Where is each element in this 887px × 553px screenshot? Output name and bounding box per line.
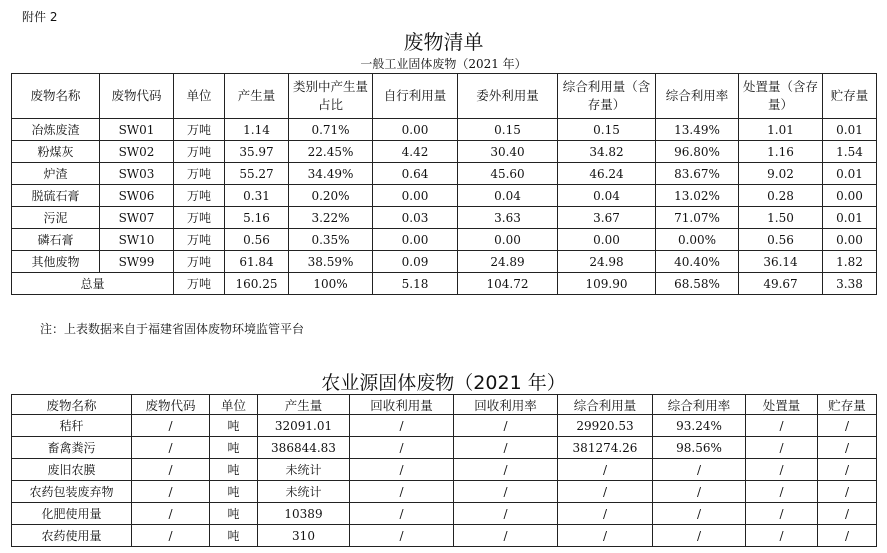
header-cell: 处置量（含存量） — [739, 74, 823, 119]
table-cell: 0.01 — [823, 207, 877, 229]
table-cell: 未统计 — [258, 481, 350, 503]
table-cell: / — [350, 481, 454, 503]
header-cell: 综合利用率 — [656, 74, 739, 119]
table-cell: 24.98 — [558, 251, 656, 273]
table-cell: 40.40% — [656, 251, 739, 273]
table-row — [12, 251, 877, 273]
table-cell: 100% — [289, 273, 373, 295]
table-cell: / — [653, 459, 746, 481]
table-cell: 0.04 — [458, 185, 558, 207]
table1-header-row — [12, 74, 877, 119]
table-cell: / — [818, 481, 877, 503]
table-cell: / — [746, 415, 818, 437]
table-cell: 0.35% — [289, 229, 373, 251]
table-cell: 0.09 — [373, 251, 458, 273]
table-cell: / — [653, 525, 746, 547]
table-cell: 109.90 — [558, 273, 656, 295]
header-cell: 回收利用量 — [350, 395, 454, 415]
header-cell: 自行利用量 — [373, 74, 458, 119]
table-cell: 吨 — [210, 525, 258, 547]
header-cell: 回收利用率 — [454, 395, 558, 415]
table-cell: 49.67 — [739, 273, 823, 295]
table-row — [12, 185, 877, 207]
table-cell: 万吨 — [174, 229, 225, 251]
table-cell: 0.56 — [739, 229, 823, 251]
table-cell: 0.00 — [373, 185, 458, 207]
table-cell: 万吨 — [174, 207, 225, 229]
table-cell: / — [132, 481, 210, 503]
doc-title: 废物清单 — [403, 30, 484, 54]
table-cell: 9.02 — [739, 163, 823, 185]
table-cell: 93.24% — [653, 415, 746, 437]
table-cell: / — [653, 503, 746, 525]
table-cell: 化肥使用量 — [12, 503, 132, 525]
table2-title: 农业源固体废物（2021 年） — [321, 372, 566, 394]
table-cell: 0.28 — [739, 185, 823, 207]
header-cell: 贮存量 — [818, 395, 877, 415]
table-cell: 0.01 — [823, 119, 877, 141]
table-cell: 0.00 — [558, 229, 656, 251]
table-cell: 1.82 — [823, 251, 877, 273]
table-cell: 160.25 — [225, 273, 289, 295]
table-cell: 13.49% — [656, 119, 739, 141]
table-cell: / — [746, 481, 818, 503]
attachment-label: 附件 2 — [22, 10, 58, 24]
table-cell: 0.01 — [823, 163, 877, 185]
table-cell: 83.67% — [656, 163, 739, 185]
table-cell: 污泥 — [12, 207, 100, 229]
table-cell: 万吨 — [174, 119, 225, 141]
table-cell: 3.63 — [458, 207, 558, 229]
table-row — [12, 459, 877, 481]
table-cell: 吨 — [210, 415, 258, 437]
table-cell: 0.71% — [289, 119, 373, 141]
table-cell: 秸秆 — [12, 415, 132, 437]
table-cell: 0.64 — [373, 163, 458, 185]
table-cell: 310 — [258, 525, 350, 547]
table-cell: 畜禽粪污 — [12, 437, 132, 459]
table-cell: / — [132, 503, 210, 525]
total-label: 总量 — [12, 273, 174, 295]
industrial-waste-table — [11, 73, 877, 295]
table-cell: 1.14 — [225, 119, 289, 141]
table-cell: SW07 — [100, 207, 174, 229]
table-row — [12, 525, 877, 547]
table-cell: / — [746, 459, 818, 481]
table-cell: 29920.53 — [558, 415, 653, 437]
table-cell: 3.67 — [558, 207, 656, 229]
table-cell: 381274.26 — [558, 437, 653, 459]
table-cell: 24.89 — [458, 251, 558, 273]
table-cell: 1.01 — [739, 119, 823, 141]
header-cell: 废物名称 — [12, 74, 100, 119]
header-cell: 贮存量 — [823, 74, 877, 119]
table-cell: 0.56 — [225, 229, 289, 251]
data-source-note: 注：上表数据来自于福建省固体废物环境监管平台 — [40, 322, 305, 336]
header-cell: 产生量 — [258, 395, 350, 415]
header-cell: 废物名称 — [12, 395, 132, 415]
table-cell: 炉渣 — [12, 163, 100, 185]
table-row — [12, 119, 877, 141]
table-cell: 3.38 — [823, 273, 877, 295]
table-cell: / — [454, 415, 558, 437]
table-cell: 35.97 — [225, 141, 289, 163]
table-cell: / — [746, 437, 818, 459]
table-cell: 其他废物 — [12, 251, 100, 273]
table-cell: 34.49% — [289, 163, 373, 185]
table-cell: 未统计 — [258, 459, 350, 481]
table-cell: SW03 — [100, 163, 174, 185]
table-cell: 1.50 — [739, 207, 823, 229]
table-cell: 34.82 — [558, 141, 656, 163]
table-cell: 0.20% — [289, 185, 373, 207]
table-cell: 万吨 — [174, 163, 225, 185]
header-cell: 废物代码 — [132, 395, 210, 415]
table-row — [12, 141, 877, 163]
table-cell: / — [454, 525, 558, 547]
table-cell: / — [454, 503, 558, 525]
table-cell: 废旧农膜 — [12, 459, 132, 481]
table-cell: 吨 — [210, 503, 258, 525]
table-row — [12, 481, 877, 503]
table-cell: 0.04 — [558, 185, 656, 207]
header-cell: 处置量 — [746, 395, 818, 415]
table-cell: SW02 — [100, 141, 174, 163]
table-cell: 68.58% — [656, 273, 739, 295]
table-cell: 0.00 — [823, 185, 877, 207]
table-cell: / — [558, 525, 653, 547]
table-cell: / — [350, 525, 454, 547]
table-cell: / — [653, 481, 746, 503]
table-cell: / — [132, 415, 210, 437]
table-cell: / — [746, 503, 818, 525]
table-cell: 61.84 — [225, 251, 289, 273]
table-cell: / — [454, 459, 558, 481]
table-cell: 46.24 — [558, 163, 656, 185]
table-cell: 71.07% — [656, 207, 739, 229]
table-cell: 3.22% — [289, 207, 373, 229]
table-row — [12, 207, 877, 229]
table-row — [12, 437, 877, 459]
table2-header-row — [12, 395, 877, 415]
table-cell: 96.80% — [656, 141, 739, 163]
table-cell: SW10 — [100, 229, 174, 251]
header-cell: 综合利用率 — [653, 395, 746, 415]
header-cell: 委外利用量 — [458, 74, 558, 119]
table-cell: 农药使用量 — [12, 525, 132, 547]
table-cell: 45.60 — [458, 163, 558, 185]
table-cell: 5.18 — [373, 273, 458, 295]
agricultural-waste-table — [11, 394, 877, 547]
header-cell: 单位 — [174, 74, 225, 119]
table-cell: 55.27 — [225, 163, 289, 185]
table-cell: / — [746, 525, 818, 547]
table-cell: / — [558, 503, 653, 525]
header-cell: 综合利用量 — [558, 395, 653, 415]
table-cell: 吨 — [210, 459, 258, 481]
header-cell: 综合利用量（含存量） — [558, 74, 656, 119]
table-cell: 万吨 — [174, 141, 225, 163]
table-cell: 4.42 — [373, 141, 458, 163]
table-cell: / — [454, 481, 558, 503]
table-cell: 磷石膏 — [12, 229, 100, 251]
table-cell: / — [350, 415, 454, 437]
table-cell: / — [350, 503, 454, 525]
table-cell: 10389 — [258, 503, 350, 525]
table-cell: 0.00 — [373, 229, 458, 251]
total-row — [12, 273, 877, 295]
table-cell: 0.00 — [823, 229, 877, 251]
header-cell: 单位 — [210, 395, 258, 415]
table-cell: 5.16 — [225, 207, 289, 229]
table-cell: / — [818, 503, 877, 525]
table-cell: / — [818, 459, 877, 481]
table-cell: 0.15 — [558, 119, 656, 141]
table-cell: 万吨 — [174, 273, 225, 295]
table-cell: / — [350, 437, 454, 459]
table-cell: 13.02% — [656, 185, 739, 207]
table-cell: / — [132, 525, 210, 547]
table-cell: / — [818, 437, 877, 459]
table-cell: 农药包装废弃物 — [12, 481, 132, 503]
table-cell: SW01 — [100, 119, 174, 141]
table-cell: 104.72 — [458, 273, 558, 295]
table-cell: / — [558, 459, 653, 481]
table-cell: 0.03 — [373, 207, 458, 229]
table-cell: / — [454, 437, 558, 459]
table-cell: 0.00 — [458, 229, 558, 251]
table-cell: 万吨 — [174, 185, 225, 207]
table-cell: SW99 — [100, 251, 174, 273]
table-cell: / — [132, 459, 210, 481]
table-cell: 0.15 — [458, 119, 558, 141]
table-cell: 0.31 — [225, 185, 289, 207]
table-cell: 万吨 — [174, 251, 225, 273]
table-cell: / — [350, 459, 454, 481]
table-row — [12, 163, 877, 185]
table-cell: 30.40 — [458, 141, 558, 163]
table-cell: / — [818, 415, 877, 437]
header-cell: 类别中产生量占比 — [289, 74, 373, 119]
table-cell: 1.54 — [823, 141, 877, 163]
table-cell: 386844.83 — [258, 437, 350, 459]
table-cell: 0.00% — [656, 229, 739, 251]
table-row — [12, 415, 877, 437]
table1-subtitle: 一般工业固体废物（2021 年） — [360, 57, 527, 71]
table-cell: / — [132, 437, 210, 459]
table-cell: 吨 — [210, 481, 258, 503]
table-cell: 36.14 — [739, 251, 823, 273]
table-cell: 1.16 — [739, 141, 823, 163]
header-cell: 产生量 — [225, 74, 289, 119]
table-cell: 38.59% — [289, 251, 373, 273]
table-cell: SW06 — [100, 185, 174, 207]
table-row — [12, 229, 877, 251]
header-cell: 废物代码 — [100, 74, 174, 119]
table-row — [12, 503, 877, 525]
table-cell: 0.00 — [373, 119, 458, 141]
table-cell: 冶炼废渣 — [12, 119, 100, 141]
table-cell: 22.45% — [289, 141, 373, 163]
table-cell: 吨 — [210, 437, 258, 459]
table-cell: 脱硫石膏 — [12, 185, 100, 207]
table-cell: 32091.01 — [258, 415, 350, 437]
table-cell: / — [818, 525, 877, 547]
table-cell: / — [558, 481, 653, 503]
table-cell: 粉煤灰 — [12, 141, 100, 163]
table-cell: 98.56% — [653, 437, 746, 459]
